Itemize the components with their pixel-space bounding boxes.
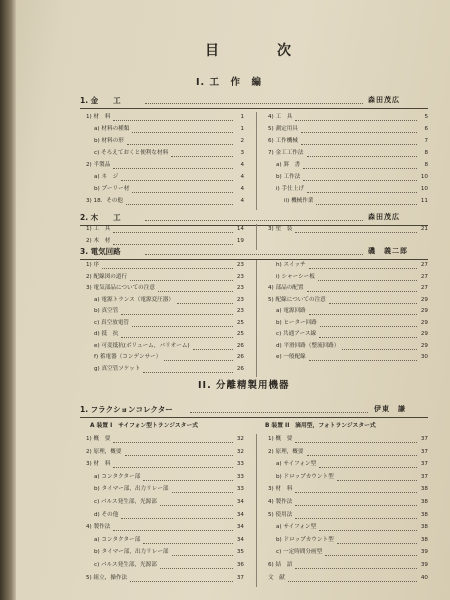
toc-entry-title: i) 手仕上げ [276, 186, 304, 192]
toc-entry-page: 29 [420, 331, 428, 337]
toc-entry-page: 10 [420, 186, 428, 192]
toc-entry-title: c) パルス発生部，光源部 [94, 499, 157, 505]
leader-dots [125, 455, 234, 456]
toc-entry-title: 1) 序 [86, 262, 100, 268]
toc-entry-page: 27 [420, 262, 428, 268]
leader-dots [342, 349, 417, 350]
leader-dots [325, 555, 417, 556]
leader-dots [121, 518, 233, 519]
column-divider [256, 112, 257, 210]
toc-entry-title: b) プーリー材 [94, 186, 130, 192]
toc-entry-title: c) 一定時間分画型 [276, 549, 323, 556]
toc-entry-page: 27 [420, 273, 428, 280]
page-title: 目 次 [205, 43, 313, 59]
toc-entry-page: 34 [236, 499, 244, 505]
toc-entry-page: 25 [236, 319, 244, 326]
leader-dots [318, 280, 417, 281]
leader-dots [145, 254, 363, 255]
toc-entry-page: 3 [240, 150, 244, 156]
toc-entry-page: 4 [240, 186, 244, 192]
toc-entry-title: 6) 工作機械 [268, 138, 298, 144]
leader-dots [307, 192, 417, 193]
toc-entry-title: c) 共通アース線 [276, 331, 317, 337]
toc-entry-page: 37 [236, 574, 244, 581]
toc-entry-page: 35 [236, 549, 244, 556]
section-author: 磯 義二郎 [368, 247, 408, 255]
toc-entry-page: 4 [240, 162, 244, 168]
leader-dots [309, 360, 417, 361]
toc-entry-title: 5) 組立，操作法 [86, 574, 128, 581]
leader-dots [295, 442, 417, 443]
toc-entry-page: 29 [420, 319, 428, 326]
toc-entry-title: a) サイフォン型 [276, 524, 317, 531]
toc-entry-title: 4) 部品の配置 [268, 285, 304, 291]
leader-dots [132, 132, 233, 133]
toc-entry-title: a) 電源トランス（電源変圧器） [94, 296, 174, 303]
leader-dots [295, 492, 417, 493]
toc-entry-title: h) スイッチ [276, 262, 306, 268]
leader-dots [113, 442, 233, 443]
leader-dots [172, 492, 233, 493]
part-heading-1: I. 工 作 編 [196, 77, 262, 88]
toc-entry-page: 26 [236, 365, 244, 372]
toc-entry-title: b) ドロップカウント型 [276, 536, 334, 543]
toc-entry-page: 38 [420, 486, 428, 493]
toc-entry-title: 1) 工 具 [86, 226, 111, 232]
toc-entry-page: 19 [236, 238, 244, 244]
section-heading: 1. 金 工 [80, 96, 121, 105]
part-heading-2: II. 分離精製用機器 [198, 380, 290, 391]
toc-entry-page: 33 [236, 461, 244, 468]
toc-entry-page: 34 [236, 511, 244, 518]
section-heading: 2. 木 工 [80, 213, 121, 222]
leader-dots [132, 326, 233, 327]
toc-entry-title: 3) 18．その他 [86, 198, 124, 204]
leader-dots [295, 518, 417, 519]
toc-entry-title: a) サイフォン型 [276, 461, 317, 468]
toc-entry-title: d) 抵 抗 [94, 331, 119, 337]
leader-dots [177, 303, 233, 304]
toc-entry-title: a) コンタクター部 [94, 536, 141, 543]
toc-entry-title: 4) 製作法 [86, 524, 111, 531]
leader-dots [319, 467, 417, 468]
leader-dots [164, 360, 233, 361]
leader-dots [319, 337, 417, 338]
toc-entry-page: 37 [420, 473, 428, 480]
leader-dots [158, 291, 233, 292]
section-author: 伊東 謙 [374, 405, 406, 413]
toc-entry-title: 5) 配線についての注意 [268, 296, 326, 303]
toc-entry-title: 2) 原理，概要 [268, 448, 304, 455]
section-heading: 3. 電気回路 [80, 247, 121, 256]
toc-entry-page: 25 [236, 331, 244, 337]
toc-entry-title: a) 罫 書 [276, 162, 301, 168]
toc-entry-title: 3) 材 料 [86, 461, 111, 468]
toc-entry-page: 37 [420, 436, 428, 442]
leader-dots [145, 103, 363, 104]
leader-dots [320, 326, 417, 327]
leader-dots [307, 455, 418, 456]
toc-entry-page: 6 [424, 126, 428, 132]
toc-entry-title: 3) 塗 装 [268, 226, 293, 232]
toc-entry-page: 37 [420, 461, 428, 468]
leader-dots [171, 156, 233, 157]
leader-dots [143, 372, 233, 373]
leader-dots [190, 412, 368, 413]
leader-dots [121, 314, 233, 315]
leader-dots [301, 132, 417, 133]
leader-dots [126, 204, 233, 205]
toc-entry-page: 23 [236, 308, 244, 314]
toc-entry-title: a) 電源回路 [276, 308, 306, 314]
leader-dots [303, 180, 417, 181]
subsection-heading: A 装置 I サイフォン型トランジスター式 [90, 423, 199, 429]
leader-dots [160, 568, 233, 569]
toc-entry-title: c) 真空放電管 [94, 319, 130, 326]
toc-entry-page: 30 [420, 354, 428, 360]
toc-entry-title: 3) 電気部品についての注意 [86, 285, 155, 291]
toc-entry-title: b) タイマー部，出力リレー部 [94, 486, 169, 493]
section-rule [80, 108, 428, 109]
toc-entry-page: 1 [240, 114, 244, 120]
toc-entry-page: 4 [240, 174, 244, 180]
toc-entry-title: e) 一般配線 [276, 354, 306, 360]
toc-entry-title: 1) 概 要 [268, 436, 293, 442]
leader-dots [309, 314, 417, 315]
toc-entry-page: 8 [424, 162, 428, 168]
toc-entry-page: 36 [236, 562, 244, 568]
leader-dots [316, 204, 417, 205]
toc-entry-title: d) その他 [94, 511, 119, 518]
toc-entry-page: 32 [236, 448, 244, 455]
toc-entry-page: 39 [420, 562, 428, 568]
toc-entry-page: 8 [424, 150, 428, 156]
toc-entry-title: f) 蓄電器（コンデンサー） [94, 354, 162, 360]
toc-entry-page: 4 [240, 198, 244, 204]
toc-entry-page: 34 [236, 524, 244, 531]
section-author: 森田茂広 [368, 213, 400, 221]
toc-entry-title: ii) 機械作業 [284, 198, 314, 204]
leader-dots [145, 220, 363, 221]
toc-entry-page: 21 [420, 226, 428, 232]
toc-entry-title: c) パルス発生部，光源部 [94, 562, 157, 568]
leader-dots [121, 337, 233, 338]
toc-entry-page: 23 [236, 296, 244, 303]
column-divider [256, 434, 257, 587]
toc-entry-page: 26 [236, 354, 244, 360]
toc-entry-title: d) 平滑回路（整流回路） [276, 342, 340, 349]
toc-entry-page: 7 [424, 138, 428, 144]
leader-dots [130, 280, 233, 281]
leader-dots [337, 543, 417, 544]
toc-entry-page: 29 [420, 308, 428, 314]
toc-entry-title: 5) 使用法 [268, 511, 293, 518]
leader-dots [309, 268, 417, 269]
book-binding [0, 0, 16, 600]
toc-entry-title: a) ネ ジ [94, 174, 119, 180]
toc-entry-page: 38 [420, 536, 428, 543]
toc-entry-title: 7) 金工工作法 [268, 150, 304, 156]
leader-dots [337, 480, 417, 481]
toc-entry-page: 37 [420, 448, 428, 455]
toc-entry-title: i) シャーシー板 [276, 273, 315, 280]
toc-entry-title: b) タイマー部，出力リレー部 [94, 549, 169, 556]
leader-dots [329, 303, 417, 304]
column-divider [256, 260, 257, 377]
leader-dots [160, 505, 233, 506]
leader-dots [143, 480, 233, 481]
toc-entry-page: 26 [236, 342, 244, 349]
toc-entry-page: 40 [420, 574, 428, 581]
toc-entry-title: b) ヒーター回路 [276, 319, 317, 326]
toc-entry-title: e) 可変抵抗(ボリューム，バリオーム) [94, 342, 190, 349]
toc-entry-title: 2) 配線図の道行 [86, 273, 128, 280]
section-rule [80, 417, 428, 418]
leader-dots [193, 349, 233, 350]
toc-entry-page: 34 [236, 536, 244, 543]
leader-dots [121, 180, 233, 181]
leader-dots [301, 144, 417, 145]
toc-entry-page: 32 [236, 436, 244, 442]
toc-entry-title: b) ドロップカウント型 [276, 473, 334, 480]
leader-dots [288, 581, 417, 582]
toc-entry-title: 1) 概 要 [86, 436, 111, 442]
leader-dots [295, 232, 417, 233]
toc-entry-page: 33 [236, 486, 244, 493]
leader-dots [113, 120, 233, 121]
toc-entry-title: b) 真空管 [94, 308, 119, 314]
leader-dots [132, 192, 233, 193]
leader-dots [307, 291, 418, 292]
toc-entry-page: 23 [236, 285, 244, 291]
column-divider [256, 224, 257, 250]
toc-entry-page: 39 [420, 549, 428, 556]
toc-entry-page: 38 [420, 524, 428, 531]
toc-entry-page: 29 [420, 296, 428, 303]
toc-entry-page: 38 [420, 511, 428, 518]
section-rule [80, 259, 428, 260]
leader-dots [172, 555, 233, 556]
toc-entry-page: 33 [236, 473, 244, 480]
toc-entry-title: b) 材料の形 [94, 138, 124, 144]
toc-entry-page: 2 [240, 138, 244, 144]
toc-entry-page: 29 [420, 342, 428, 349]
toc-entry-page: 11 [420, 198, 428, 204]
toc-entry-page: 10 [420, 174, 428, 180]
toc-entry-title: 6) 結 語 [268, 562, 293, 568]
leader-dots [295, 505, 417, 506]
leader-dots [303, 168, 417, 169]
leader-dots [295, 120, 417, 121]
toc-entry-title: 2) 木 材 [86, 238, 111, 244]
toc-entry-page: 23 [236, 262, 244, 268]
leader-dots [143, 543, 233, 544]
toc-entry-title: 4) 工 具 [268, 114, 293, 120]
toc-entry-title: b) 工作法 [276, 174, 301, 180]
leader-dots [113, 244, 233, 245]
toc-entry-page: 23 [236, 273, 244, 280]
leader-dots [130, 581, 233, 582]
toc-entry-title: 2) 原理，概要 [86, 448, 122, 455]
toc-entry-title: a) コンタクター部 [94, 473, 141, 480]
toc-entry-title: c) そろえておくと便利な材料 [94, 150, 169, 156]
toc-entry-page: 38 [420, 499, 428, 505]
toc-entry-title: 4) 製作法 [268, 499, 293, 505]
section-heading: 1. フラクションコレクター [80, 405, 173, 414]
leader-dots [295, 568, 417, 569]
toc-entry-title: a) 材料の種類 [94, 126, 130, 132]
leader-dots [113, 232, 233, 233]
leader-dots [113, 467, 233, 468]
section-rule [80, 225, 428, 226]
toc-entry-title: 3) 材 料 [268, 486, 293, 493]
leader-dots [307, 156, 418, 157]
leader-dots [113, 168, 233, 169]
leader-dots [102, 268, 233, 269]
toc-entry-page: 1 [240, 126, 244, 132]
toc-entry-title: 1) 材 料 [86, 114, 111, 120]
toc-entry-page: 5 [424, 114, 428, 120]
subsection-heading: B 装置 II 滴用型，フォトランジスター式 [265, 423, 376, 429]
toc-entry-page: 27 [420, 285, 428, 291]
leader-dots [127, 144, 233, 145]
toc-entry-page: 14 [236, 226, 244, 232]
leader-dots [319, 530, 417, 531]
toc-entry-title: 5) 測定用具 [268, 126, 298, 132]
leader-dots [113, 530, 233, 531]
toc-entry-title: g) 真空管ソケット [94, 365, 141, 372]
section-author: 森田茂広 [368, 96, 400, 104]
toc-entry-title: 文 献 [268, 574, 285, 581]
toc-entry-title: 2) 半製品 [86, 162, 111, 168]
